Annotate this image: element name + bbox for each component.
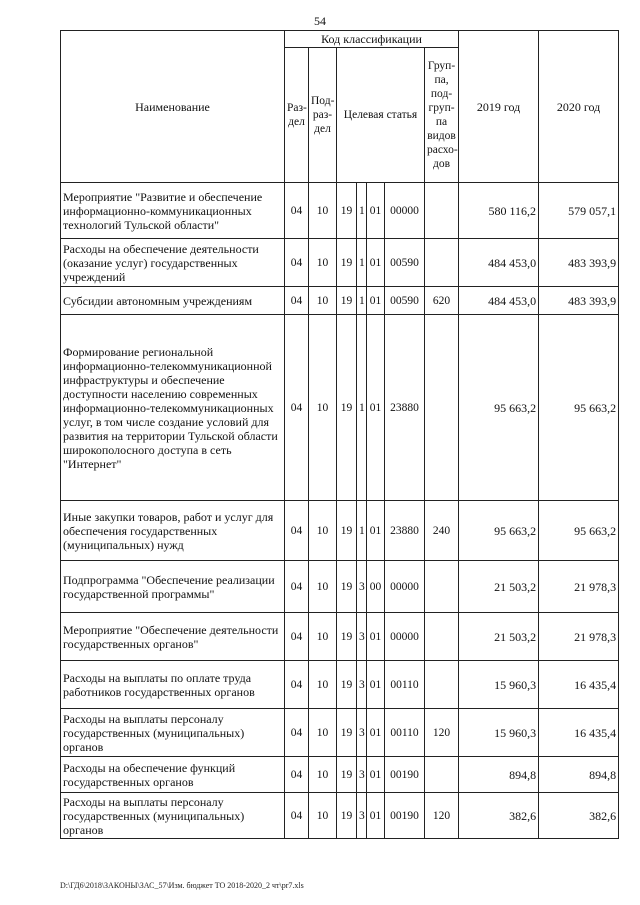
table-row: [61, 315, 619, 501]
row-subsection: 10: [309, 709, 337, 757]
row-amount-2020: 382,6: [539, 793, 619, 839]
row-amount-2020: 483 393,9: [539, 287, 619, 315]
row-expense-group: 120: [425, 709, 459, 757]
header-subsection: Под- раз- дел: [309, 48, 337, 183]
header-year-2019: 2019 год: [459, 31, 539, 183]
row-amount-2019: 15 960,3: [459, 709, 539, 757]
row-target-direction: 00110: [385, 709, 425, 757]
row-amount-2019: 484 453,0: [459, 239, 539, 287]
row-section: 04: [285, 239, 309, 287]
header-group: Груп- па, под- груп- па видов расхо- дов: [425, 48, 459, 183]
row-amount-2020: 579 057,1: [539, 183, 619, 239]
row-subsection: 10: [309, 613, 337, 661]
row-target-event: 00: [367, 561, 385, 613]
row-target-subprogram: 3: [357, 709, 367, 757]
row-name: Подпрограмма "Обеспечение реализации государственной программы": [61, 561, 285, 613]
row-target-event: 01: [367, 183, 385, 239]
row-target-program: 19: [337, 239, 357, 287]
row-amount-2019: 95 663,2: [459, 315, 539, 501]
table-row: [61, 239, 619, 287]
row-amount-2020: 21 978,3: [539, 613, 619, 661]
row-target-direction: 00000: [385, 613, 425, 661]
row-target-subprogram: 3: [357, 793, 367, 839]
row-name: Формирование региональной информационно-телекоммуникационной инфраструктуры и обеспечение доступности населению современных информационно-телекоммуникационных услуг, в том числе создание условий для развития на территории Тульской области широкополосного доступа в сеть "Интернет": [61, 315, 285, 501]
row-amount-2019: 95 663,2: [459, 501, 539, 561]
table-row: [61, 501, 619, 561]
row-target-subprogram: 1: [357, 183, 367, 239]
row-name: Расходы на выплаты персоналу государственных (муниципальных) органов: [61, 709, 285, 757]
table-row: [61, 183, 619, 239]
row-target-program: 19: [337, 183, 357, 239]
table-body: [61, 183, 619, 839]
row-name: Мероприятие "Развитие и обеспечение информационно-коммуникационных технологий Тульской области": [61, 183, 285, 239]
row-subsection: 10: [309, 757, 337, 793]
row-target-event: 01: [367, 757, 385, 793]
row-name: Расходы на обеспечение деятельности (оказание услуг) государственных учреждений: [61, 239, 285, 287]
row-amount-2019: 21 503,2: [459, 613, 539, 661]
row-amount-2020: 21 978,3: [539, 561, 619, 613]
row-subsection: 10: [309, 183, 337, 239]
table-header: [61, 31, 619, 183]
row-expense-group: [425, 661, 459, 709]
row-target-program: 19: [337, 315, 357, 501]
row-expense-group: 620: [425, 287, 459, 315]
row-target-subprogram: 3: [357, 661, 367, 709]
row-target-direction: 23880: [385, 315, 425, 501]
table-row: [61, 287, 619, 315]
row-target-program: 19: [337, 613, 357, 661]
row-name: Иные закупки товаров, работ и услуг для обеспечения государственных (муниципальных) нужд: [61, 501, 285, 561]
row-name: Мероприятие "Обеспечение деятельности государственных органов": [61, 613, 285, 661]
page-number: 54: [314, 14, 326, 28]
row-target-program: 19: [337, 561, 357, 613]
row-section: 04: [285, 793, 309, 839]
row-amount-2020: 95 663,2: [539, 315, 619, 501]
row-target-program: 19: [337, 661, 357, 709]
row-subsection: 10: [309, 239, 337, 287]
row-target-program: 19: [337, 793, 357, 839]
row-section: 04: [285, 315, 309, 501]
row-target-event: 01: [367, 287, 385, 315]
row-target-direction: 00000: [385, 183, 425, 239]
row-target-direction: 00110: [385, 661, 425, 709]
row-section: 04: [285, 661, 309, 709]
file-path-footer: D:\ГД6\2018\ЗАКОНЫ\ЗАС_57\Изм. бюджет ТО 2018-2020_2 чт\pr7.xls: [60, 881, 304, 890]
row-target-program: 19: [337, 757, 357, 793]
row-target-event: 01: [367, 661, 385, 709]
row-target-direction: 00190: [385, 757, 425, 793]
row-subsection: 10: [309, 501, 337, 561]
row-target-direction: 00590: [385, 287, 425, 315]
row-subsection: 10: [309, 315, 337, 501]
row-amount-2020: 95 663,2: [539, 501, 619, 561]
row-expense-group: [425, 183, 459, 239]
row-target-direction: 00000: [385, 561, 425, 613]
row-subsection: 10: [309, 561, 337, 613]
row-expense-group: [425, 613, 459, 661]
row-name: Расходы на выплаты персоналу государственных (муниципальных) органов: [61, 793, 285, 839]
row-expense-group: [425, 757, 459, 793]
row-subsection: 10: [309, 661, 337, 709]
row-name: Субсидии автономным учреждениям: [61, 287, 285, 315]
table-row: [61, 613, 619, 661]
row-amount-2019: 382,6: [459, 793, 539, 839]
row-target-event: 01: [367, 239, 385, 287]
table-row: [61, 757, 619, 793]
row-expense-group: [425, 561, 459, 613]
row-amount-2020: 483 393,9: [539, 239, 619, 287]
row-target-direction: 00190: [385, 793, 425, 839]
header-target: Целевая статья: [337, 48, 425, 183]
header-year-2020: 2020 год: [539, 31, 619, 183]
row-section: 04: [285, 501, 309, 561]
row-target-event: 01: [367, 709, 385, 757]
row-target-direction: 00590: [385, 239, 425, 287]
row-target-subprogram: 3: [357, 613, 367, 661]
row-target-event: 01: [367, 613, 385, 661]
row-target-program: 19: [337, 501, 357, 561]
row-subsection: 10: [309, 287, 337, 315]
row-target-subprogram: 3: [357, 757, 367, 793]
row-target-subprogram: 1: [357, 287, 367, 315]
row-target-program: 19: [337, 287, 357, 315]
row-target-direction: 23880: [385, 501, 425, 561]
row-expense-group: 240: [425, 501, 459, 561]
row-amount-2019: 21 503,2: [459, 561, 539, 613]
budget-table: [60, 30, 619, 839]
row-amount-2020: 894,8: [539, 757, 619, 793]
row-name: Расходы на обеспечение функций государственных органов: [61, 757, 285, 793]
header-code: Код классификации: [285, 31, 459, 48]
row-name: Расходы на выплаты по оплате труда работников государственных органов: [61, 661, 285, 709]
row-amount-2019: 484 453,0: [459, 287, 539, 315]
row-section: 04: [285, 613, 309, 661]
row-target-event: 01: [367, 315, 385, 501]
row-target-subprogram: 1: [357, 501, 367, 561]
table-row: [61, 793, 619, 839]
row-target-event: 01: [367, 793, 385, 839]
table-row: [61, 661, 619, 709]
row-subsection: 10: [309, 793, 337, 839]
row-amount-2019: 15 960,3: [459, 661, 539, 709]
header-name: Наименование: [61, 31, 285, 183]
row-amount-2019: 894,8: [459, 757, 539, 793]
table-row: [61, 561, 619, 613]
row-target-subprogram: 1: [357, 239, 367, 287]
row-target-subprogram: 1: [357, 315, 367, 501]
row-expense-group: 120: [425, 793, 459, 839]
row-target-subprogram: 3: [357, 561, 367, 613]
row-expense-group: [425, 239, 459, 287]
row-amount-2020: 16 435,4: [539, 709, 619, 757]
row-amount-2020: 16 435,4: [539, 661, 619, 709]
row-section: 04: [285, 757, 309, 793]
header-section: Раз- дел: [285, 48, 309, 183]
row-target-program: 19: [337, 709, 357, 757]
row-target-event: 01: [367, 501, 385, 561]
row-section: 04: [285, 561, 309, 613]
table-row: [61, 709, 619, 757]
row-section: 04: [285, 287, 309, 315]
row-expense-group: [425, 315, 459, 501]
row-section: 04: [285, 709, 309, 757]
row-section: 04: [285, 183, 309, 239]
row-amount-2019: 580 116,2: [459, 183, 539, 239]
